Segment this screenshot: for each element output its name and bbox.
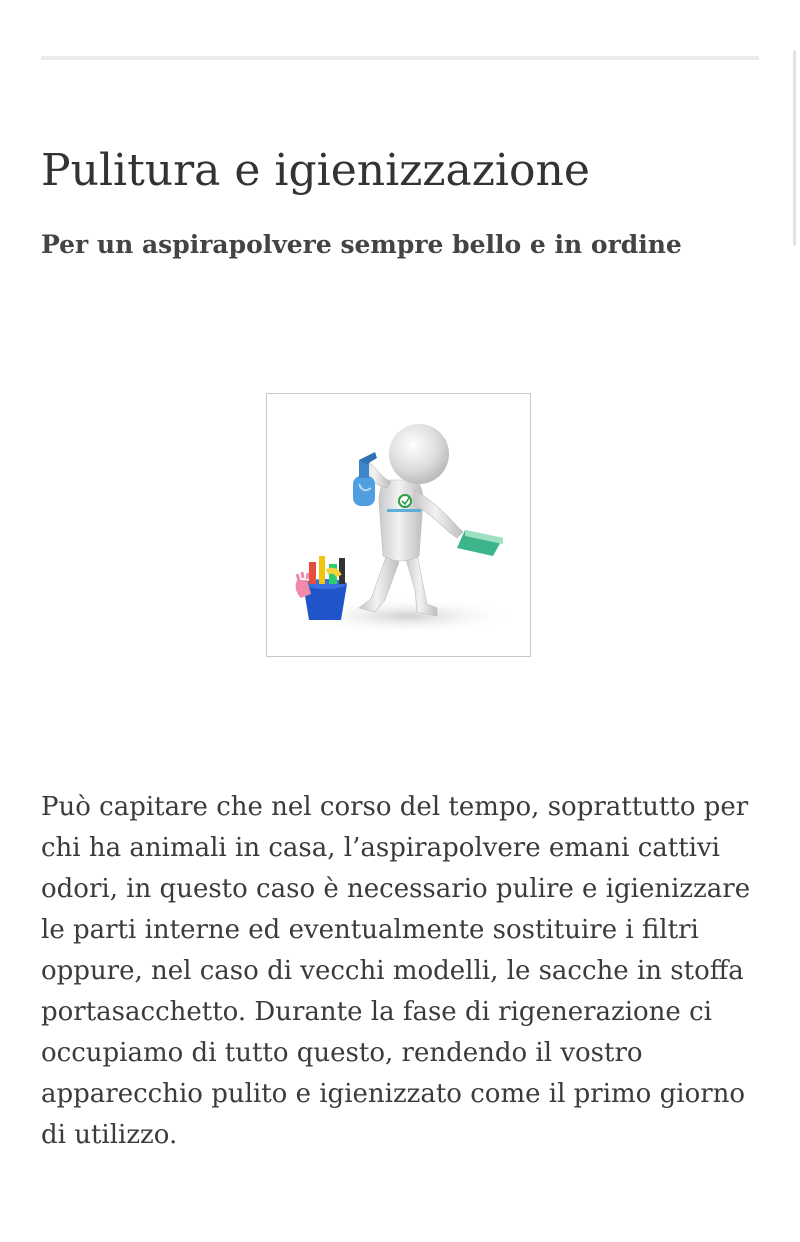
section-title: Pulitura e igienizzazione [41, 145, 590, 196]
body-line: chi ha animali in casa, l’aspirapolvere emani cattivi [41, 833, 720, 863]
top-divider [41, 56, 759, 60]
scrollbar[interactable] [793, 50, 796, 246]
section-subtitle: Per un aspirapolvere sempre bello e in ordine [41, 230, 682, 259]
body-line: occupiamo di tutto questo, rendendo il vostro [41, 1038, 643, 1068]
body-line: apparecchio pulito e igienizzato come il primo giorno [41, 1079, 746, 1109]
body-line: di utilizzo. [41, 1120, 178, 1150]
body-paragraph [41, 787, 763, 1156]
body-line: odori, in questo caso è necessario pulire e igienizzare [41, 874, 751, 904]
body-line: portasacchetto. Durante la fase di rigenerazione ci [41, 997, 712, 1027]
body-line: Può capitare che nel corso del tempo, soprattutto per [41, 792, 749, 822]
body-line: le parti interne ed eventualmente sostituire i filtri [41, 915, 699, 945]
cleaning-illustration [266, 393, 531, 657]
body-line: oppure, nel caso di vecchi modelli, le sacche in stoffa [41, 956, 744, 986]
cleaning-person-icon [267, 394, 530, 656]
